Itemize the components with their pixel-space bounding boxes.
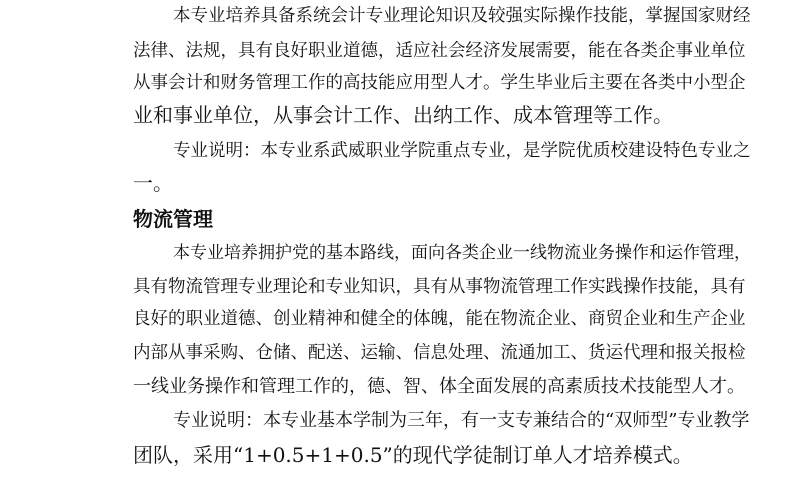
logistics-paragraph-line-3: 良好的职业道德、创业精神和健全的体魄，能在物流企业、商贸企业和生产企业 bbox=[133, 309, 746, 329]
accounting-note-line-1: 专业说明：本专业系武威职业学院重点专业，是学院优质校建设特色专业之 bbox=[173, 141, 751, 161]
logistics-paragraph-line-2: 具有物流管理专业理论和专业知识，具有从事物流管理工作实践操作技能，具有 bbox=[133, 277, 746, 297]
logistics-paragraph-line-4: 内部从事采购、仓储、配送、运输、信息处理、流通加工、货运代理和报关报检 bbox=[133, 343, 746, 363]
logistics-note-line-2: 团队，采用“1+0.5+1+0.5”的现代学徒制订单人才培养模式。 bbox=[133, 443, 693, 467]
accounting-paragraph-line-3: 从事会计和财务管理工作的高技能应用型人才。学生毕业后主要在各类中小型企 bbox=[133, 73, 746, 93]
accounting-note-line-2: 一。 bbox=[133, 171, 173, 195]
accounting-paragraph-line-1: 本专业培养具备系统会计专业理论知识及较强实际操作技能，掌握国家财经 bbox=[173, 6, 751, 26]
logistics-note-line-1: 专业说明：本专业基本学制为三年，有一支专兼结合的“双师型”专业教学 bbox=[173, 410, 750, 431]
accounting-paragraph-line-2: 法律、法规，具有良好职业道德，适应社会经济发展需要，能在各类企事业单位 bbox=[133, 41, 746, 61]
section-heading-logistics: 物流管理 bbox=[133, 207, 213, 231]
logistics-paragraph-line-1: 本专业培养拥护党的基本路线，面向各类企业一线物流业务操作和运作管理， bbox=[173, 243, 751, 263]
logistics-paragraph-line-5: 一线业务操作和管理工作的，德、智、体全面发展的高素质技术技能型人才。 bbox=[133, 376, 745, 397]
accounting-paragraph-line-4: 业和事业单位，从事会计工作、出纳工作、成本管理等工作。 bbox=[133, 103, 673, 127]
